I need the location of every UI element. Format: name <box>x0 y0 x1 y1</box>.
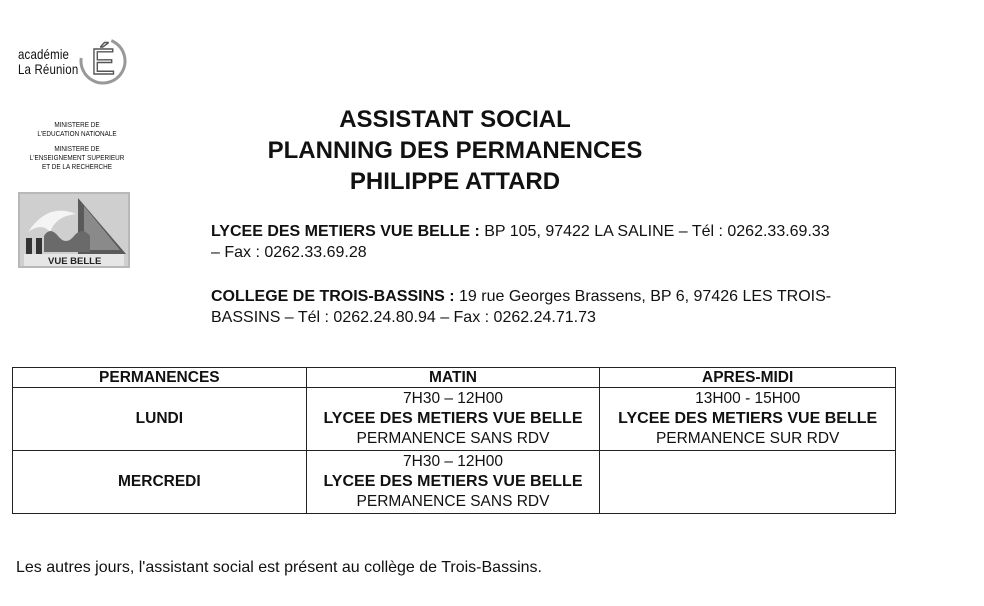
academie-e-icon <box>78 29 128 87</box>
academie-logo <box>14 22 134 102</box>
address-college-name: COLLEGE DE TROIS-BASSINS : <box>211 288 455 305</box>
ministry2-line1: MINISTERE DE <box>54 144 100 153</box>
title-line2: PLANNING DES PERMANENCES <box>267 137 643 164</box>
academie-line1: académie <box>18 46 70 62</box>
lundi-apres-midi-site: LYCEE DES METIERS VUE BELLE <box>618 410 878 427</box>
mercredi-matin-cell <box>306 451 600 514</box>
ministry1-line1: MINISTERE DE <box>54 120 100 129</box>
lundi-matin-mode: PERMANENCE SANS RDV <box>356 430 550 447</box>
planning-table <box>12 367 896 514</box>
lundi-apres-midi-cell <box>600 388 896 451</box>
title-line3: PHILIPPE ATTARD <box>349 168 561 195</box>
lundi-apres-midi-mode: PERMANENCE SUR RDV <box>655 430 840 447</box>
address-lycee-details-line1: BP 105, 97422 LA SALINE – Tél : 0262.33.69.33 <box>479 223 830 240</box>
ministry1-line2: L'EDUCATION NATIONALE <box>37 129 117 138</box>
header-matin: MATIN <box>306 368 600 388</box>
ministry2-line3: ET DE LA RECHERCHE <box>41 162 113 171</box>
lundi-apres-midi-time: 13H00 - 15H00 <box>695 390 801 407</box>
address-college-details-line1: 19 rue Georges Brassens, BP 6, 97426 LES TROIS- <box>454 288 832 305</box>
title-line1: ASSISTANT SOCIAL <box>339 106 571 133</box>
header-permanences: PERMANENCES <box>13 368 307 388</box>
academie-line2: La Réunion <box>18 61 79 77</box>
address-lycee <box>211 221 891 263</box>
academie-wordmark <box>18 47 78 77</box>
address-college <box>211 286 891 328</box>
mercredi-matin-time: 7H30 – 12H00 <box>403 453 503 470</box>
address-lycee-name: LYCEE DES METIERS VUE BELLE : <box>211 223 480 240</box>
lundi-matin-cell <box>306 388 600 451</box>
header-apres-midi: APRES-MIDI <box>600 368 896 388</box>
table-header-row <box>13 368 896 388</box>
mercredi-matin-site: LYCEE DES METIERS VUE BELLE <box>323 473 583 490</box>
mercredi-apres-midi-cell <box>600 451 896 514</box>
table-row <box>13 451 896 514</box>
vue-belle-logo <box>18 192 130 268</box>
footer-note: Les autres jours, l'assistant social est présent au collège de Trois-Bassins. <box>16 559 542 576</box>
vue-belle-logo-text: VUE BELLE <box>48 256 102 267</box>
day-lundi: LUNDI <box>13 388 307 451</box>
table-row <box>13 388 896 451</box>
lundi-matin-time: 7H30 – 12H00 <box>403 390 503 407</box>
lundi-matin-site: LYCEE DES METIERS VUE BELLE <box>323 410 583 427</box>
address-lycee-details-line2: – Fax : 0262.33.69.28 <box>211 244 367 261</box>
day-mercredi: MERCREDI <box>13 451 307 514</box>
ministry2-line2: L'ENSEIGNEMENT SUPERIEUR <box>29 153 125 162</box>
document-title <box>200 104 710 197</box>
ministry-block <box>23 120 130 171</box>
e-letter: É <box>90 41 116 82</box>
mercredi-matin-mode: PERMANENCE SANS RDV <box>356 493 550 510</box>
address-college-details-line2: BASSINS – Tél : 0262.24.80.94 – Fax : 0262.24.71.73 <box>211 309 596 326</box>
